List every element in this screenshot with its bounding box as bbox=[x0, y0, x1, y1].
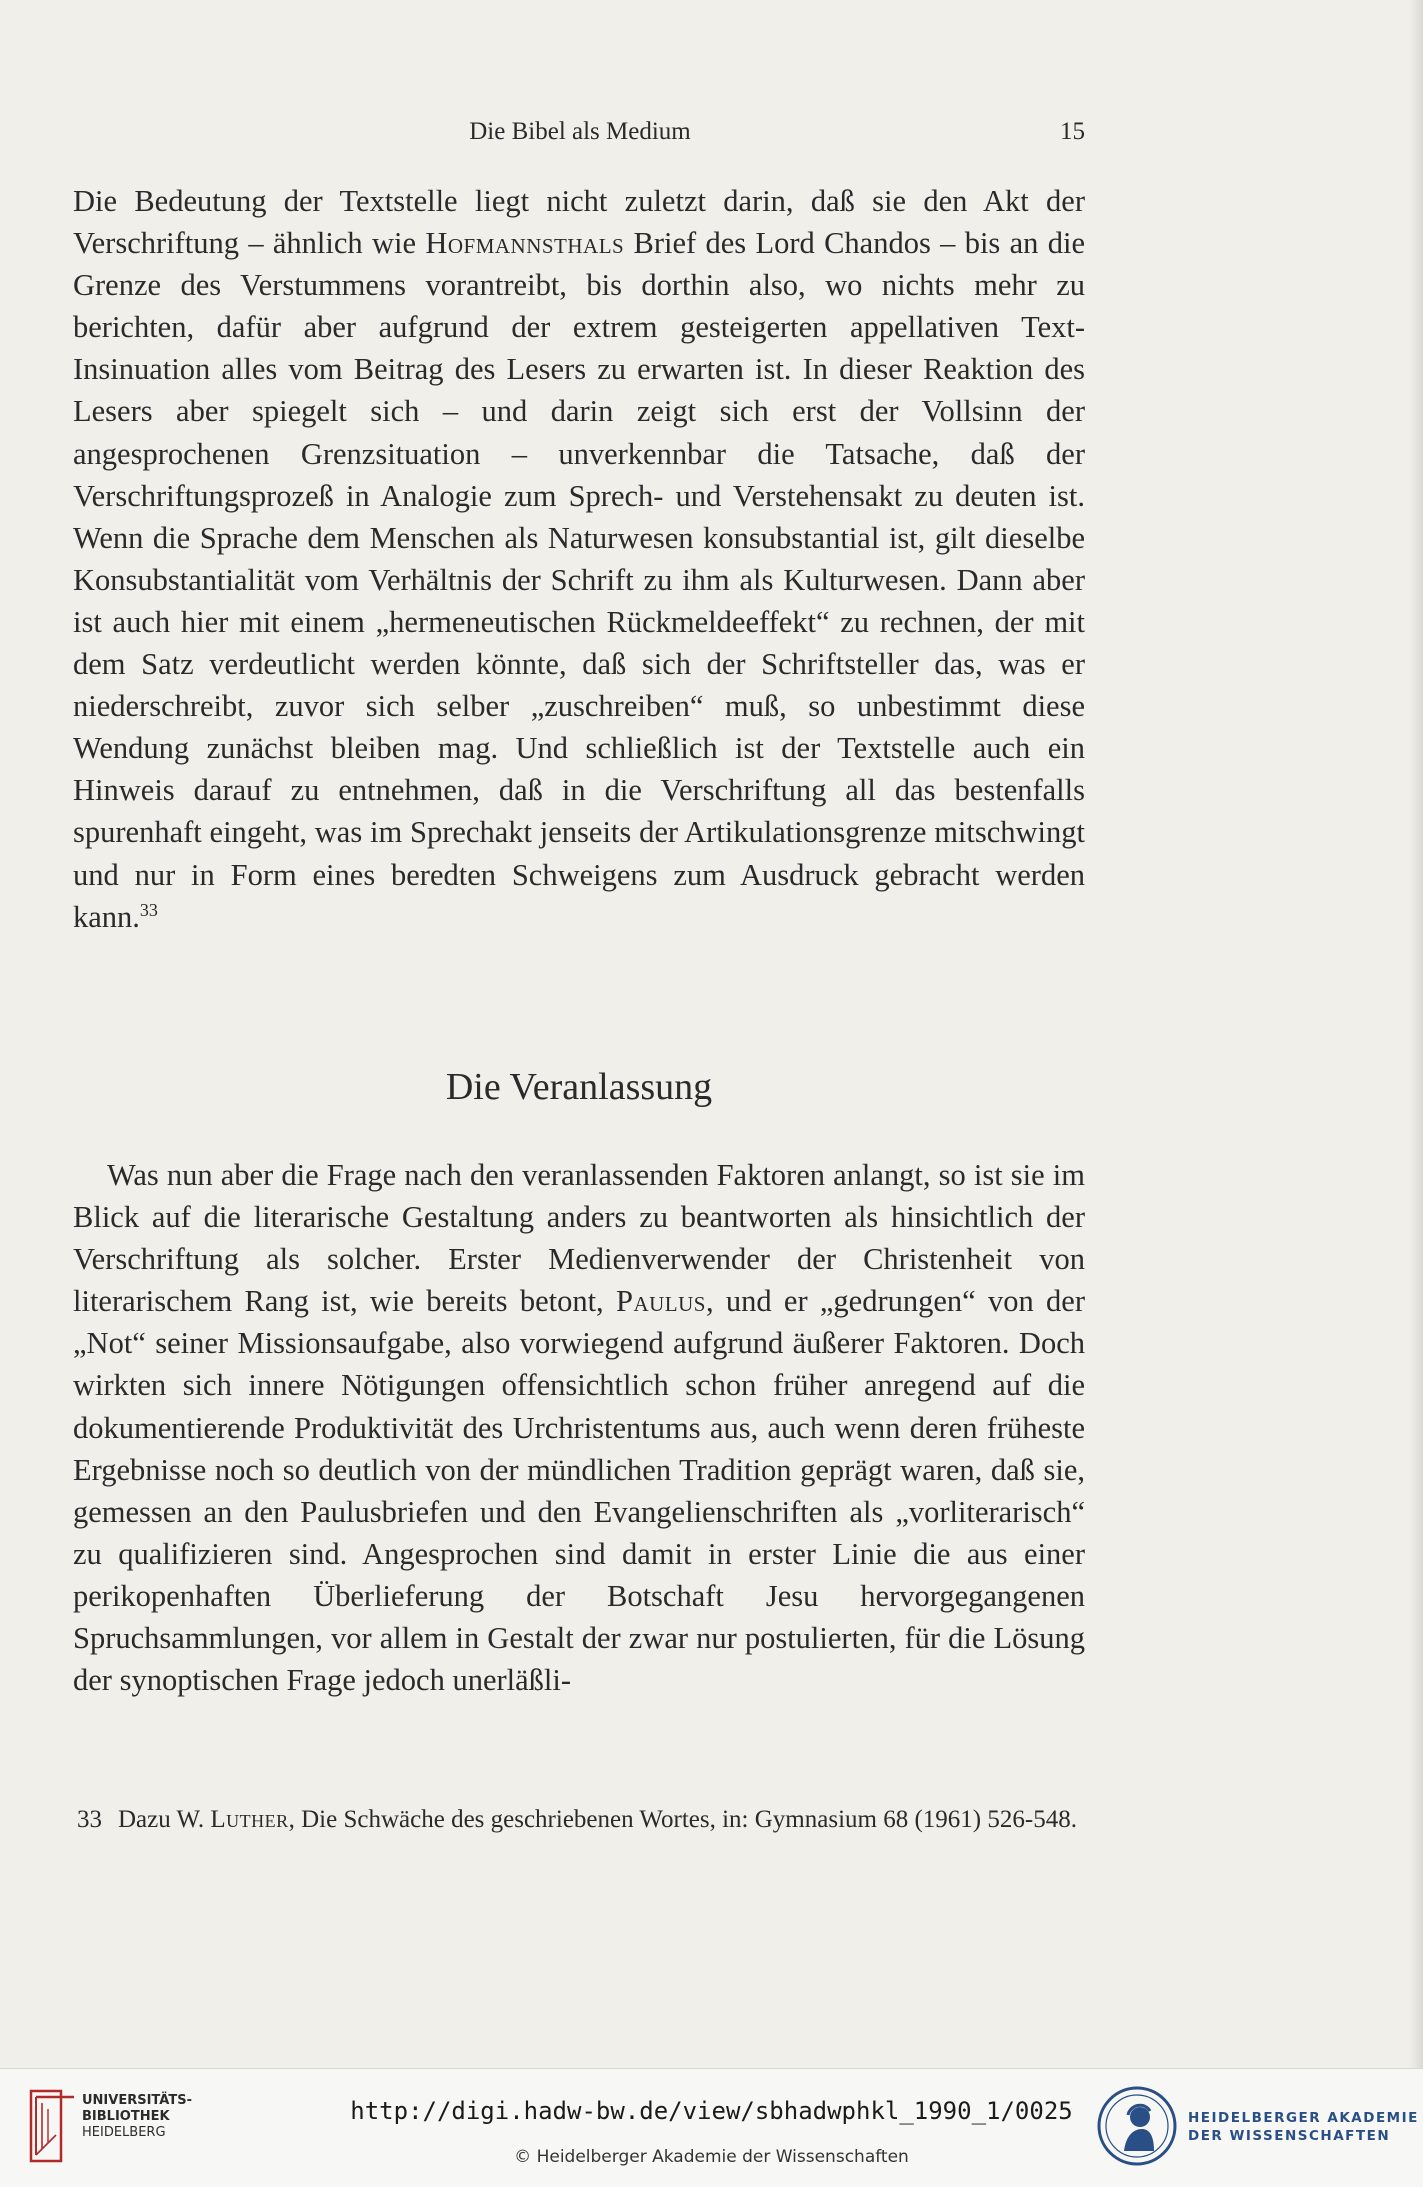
footnote-text bbox=[118, 1802, 1085, 1837]
paragraph-2-part-2: , und er „gedrungen“ von der „Not“ seiner Missionsaufgabe, also vorwiegend aufgrund äußerer Faktoren. Doch wirkten sich innere Nötigungen offensichtlich schon früher anregend auf die dokumentierende Produktivität des Urchristentums aus, auch wenn deren früheste Ergebnisse noch so deutlich von der mündlichen Tradition geprägt waren, daß sie, gemessen an den Paulusbriefen und den Evangelienschriften als „vorliterarisch“ zu qualifizieren sind. Angesprochen sind damit in erster Linie die aus einer perikopenhaften Überlieferung der Botschaft Jesu hervorgegangenen Spruchsammlungen, vor allem in Gestalt der zwar nur postulierten, für die Lösung der synoptischen Frage jedoch unerläßli- bbox=[73, 1284, 1085, 1698]
footnote-reference[interactable]: 33 bbox=[139, 899, 158, 920]
academy-name bbox=[1188, 2109, 1419, 2145]
author-name-paulus: Paulus bbox=[615, 1284, 706, 1319]
paragraph-2-part-1: Was nun aber die Frage nach den veranlassenden Faktoren anlangt, so ist sie im Blick auf die literarische Gestaltung anders zu beantworten als hinsichtlich der Verschriftung als solcher. Erster Medienverwender der Christenheit von literarischem Rang ist, wie bereits betont, bbox=[73, 1158, 1085, 1319]
footnote-part-1: Dazu W. bbox=[118, 1806, 211, 1833]
paragraph-1 bbox=[73, 180, 1085, 938]
footnote-number: 33 bbox=[77, 1806, 102, 1833]
paragraph-1-part-2: Brief des Lord Chandos – bis an die Grenze des Verstummens vorantreibt, bis dorthin also, wo nichts mehr zu berichten, dafür aber aufgrund der extrem gesteigerten appellativen Text-Insinuation alles vom Beitrag des Lesers zu erwarten ist. In dieser Reaktion des Lesers aber spiegelt sich – und darin zeigt sich erst der Vollsinn der angesprochenen Grenzsituation – unverkennbar die Tatsache, daß der Verschriftungsprozeß in Analogie zum Sprech- und Verstehensakt zu deuten ist. Wenn die Sprache dem Menschen als Naturwesen konsubstantial ist, gilt dieselbe Konsubstantialität vom Verhältnis der Schrift zu ihm als Kulturwesen. Dann aber ist auch hier mit einem „hermeneutischen Rückmeldeeffekt“ zu rechnen, der mit dem Satz verdeutlicht werden könnte, daß sich der Schriftsteller das, was er niederschreibt, zuvor sich selber „zuschreiben“ muß, so unbestimmt diese Wendung zunächst bleiben mag. Und schließlich ist der Textstelle auch ein Hinweis darauf zu entnehmen, daß in die Verschriftung all das bestenfalls spurenhaft eingeht, was im Sprechakt jenseits der Artikulationsgrenze mitschwingt und nur in Form eines beredten Schweigens zum Ausdruck gebracht werden kann. bbox=[73, 226, 1085, 934]
paragraph-2-text bbox=[73, 1154, 1085, 1701]
running-head-title: Die Bibel als Medium bbox=[469, 118, 691, 145]
library-line-2: BIBLIOTHEK bbox=[82, 2109, 170, 2124]
page-edge-shadow bbox=[1409, 0, 1423, 2068]
library-line-1: UNIVERSITÄTS- bbox=[82, 2093, 192, 2108]
footer-bar bbox=[0, 2068, 1423, 2187]
footnote-part-2: , Die Schwäche des geschriebenen Wortes, in: Gymnasium 68 (1961) 526-548. bbox=[288, 1806, 1077, 1833]
paragraph-1-text bbox=[73, 180, 1085, 938]
academy-seal-icon[interactable] bbox=[1096, 2085, 1178, 2167]
library-line-3: HEIDELBERG bbox=[82, 2125, 166, 2140]
paragraph-1-part-1: Die Bedeutung der Textstelle liegt nicht zuletzt darin, daß sie den Akt der Verschriftung – ähnlich wie bbox=[73, 184, 1085, 261]
academy-line-2: DER WISSENSCHAFTEN bbox=[1188, 2128, 1391, 2144]
document-url-link[interactable]: http://digi.hadw-bw.de/view/sbhadwphkl_1990_1/0025 bbox=[350, 2097, 1073, 2125]
academy-line-1: HEIDELBERGER AKADEMIE bbox=[1188, 2110, 1419, 2126]
copyright-notice: © Heidelberger Akademie der Wissenschaften bbox=[514, 2147, 909, 2167]
running-head bbox=[75, 118, 1085, 152]
section-heading: Die Veranlassung bbox=[445, 1066, 713, 1108]
author-name-luther: Luther bbox=[210, 1806, 289, 1833]
page-number: 15 bbox=[1060, 118, 1085, 145]
author-name-hofmannsthal: Hofmannsthals bbox=[425, 226, 625, 261]
footnote bbox=[73, 1802, 1085, 1837]
paragraph-2 bbox=[73, 1154, 1085, 1701]
